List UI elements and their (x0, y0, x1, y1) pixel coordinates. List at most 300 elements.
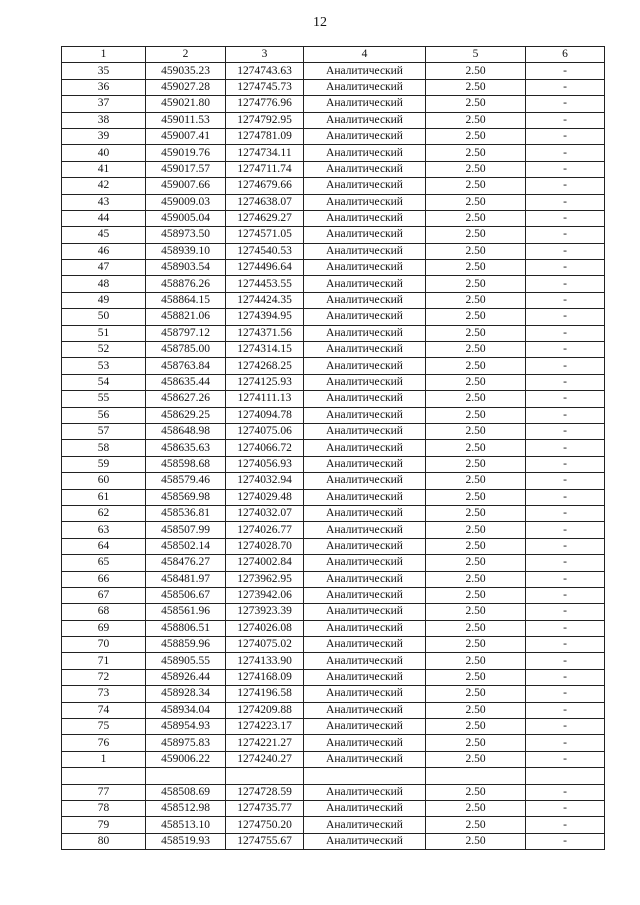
cell-accuracy: 2.50 (426, 571, 526, 587)
cell-y-coordinate: 1274111.13 (226, 391, 304, 407)
cell-y-coordinate: 1274792.95 (226, 112, 304, 128)
cell-notes: - (526, 538, 605, 554)
column-header-y-coordinate: 3 (226, 47, 304, 63)
cell-x-coordinate: 458512.98 (146, 800, 226, 816)
cell-point-number: 66 (62, 571, 146, 587)
cell-method: Аналитический (304, 309, 426, 325)
cell-method: Аналитический (304, 587, 426, 603)
cell-accuracy: 2.50 (426, 161, 526, 177)
cell-x-coordinate: 458928.34 (146, 686, 226, 702)
cell-x-coordinate: 459011.53 (146, 112, 226, 128)
cell-method: Аналитический (304, 505, 426, 521)
cell-method: Аналитический (304, 342, 426, 358)
cell-y-coordinate: 1274750.20 (226, 817, 304, 833)
cell-accuracy: 2.50 (426, 227, 526, 243)
cell-accuracy: 2.50 (426, 112, 526, 128)
table-row (62, 96, 605, 112)
cell-y-coordinate: 1274371.56 (226, 325, 304, 341)
cell-y-coordinate: 1273942.06 (226, 587, 304, 603)
cell-point-number: 78 (62, 800, 146, 816)
table-row (62, 161, 605, 177)
table-row (62, 473, 605, 489)
table-row (62, 309, 605, 325)
cell-accuracy: 2.50 (426, 243, 526, 259)
cell-y-coordinate: 1274745.73 (226, 79, 304, 95)
cell-notes: - (526, 145, 605, 161)
cell-x-coordinate: 458536.81 (146, 505, 226, 521)
cell-notes: - (526, 686, 605, 702)
cell-notes: - (526, 276, 605, 292)
cell-notes: - (526, 128, 605, 144)
cell-point-number: 73 (62, 686, 146, 702)
cell-point-number: 80 (62, 833, 146, 849)
cell-accuracy (426, 768, 526, 784)
cell-x-coordinate: 459007.66 (146, 178, 226, 194)
cell-method: Аналитический (304, 423, 426, 439)
cell-y-coordinate: 1274240.27 (226, 751, 304, 767)
cell-x-coordinate: 459006.22 (146, 751, 226, 767)
table-row (62, 784, 605, 800)
page-number: 12 (313, 15, 327, 30)
cell-point-number: 50 (62, 309, 146, 325)
cell-x-coordinate: 458785.00 (146, 342, 226, 358)
cell-accuracy: 2.50 (426, 325, 526, 341)
cell-x-coordinate: 458859.96 (146, 637, 226, 653)
table-row (62, 128, 605, 144)
cell-notes: - (526, 260, 605, 276)
cell-point-number: 62 (62, 505, 146, 521)
table-row (62, 800, 605, 816)
cell-x-coordinate: 459019.76 (146, 145, 226, 161)
cell-notes: - (526, 342, 605, 358)
cell-x-coordinate: 458939.10 (146, 243, 226, 259)
cell-accuracy: 2.50 (426, 604, 526, 620)
cell-accuracy: 2.50 (426, 800, 526, 816)
table-row (62, 112, 605, 128)
coordinates-table (61, 46, 605, 850)
cell-point-number: 40 (62, 145, 146, 161)
cell-method: Аналитический (304, 817, 426, 833)
table-row (62, 719, 605, 735)
cell-method: Аналитический (304, 637, 426, 653)
table-row (62, 178, 605, 194)
cell-method: Аналитический (304, 440, 426, 456)
cell-notes: - (526, 358, 605, 374)
cell-accuracy: 2.50 (426, 440, 526, 456)
cell-x-coordinate: 458519.93 (146, 833, 226, 849)
cell-x-coordinate: 458926.44 (146, 669, 226, 685)
cell-y-coordinate: 1274075.02 (226, 637, 304, 653)
cell-y-coordinate: 1274026.77 (226, 522, 304, 538)
table-row (62, 79, 605, 95)
cell-method: Аналитический (304, 243, 426, 259)
table-row (62, 555, 605, 571)
cell-accuracy: 2.50 (426, 473, 526, 489)
cell-y-coordinate: 1274776.96 (226, 96, 304, 112)
cell-notes: - (526, 178, 605, 194)
cell-point-number: 65 (62, 555, 146, 571)
cell-accuracy: 2.50 (426, 407, 526, 423)
cell-y-coordinate: 1274735.77 (226, 800, 304, 816)
table-row (62, 489, 605, 505)
cell-accuracy: 2.50 (426, 194, 526, 210)
cell-x-coordinate: 458797.12 (146, 325, 226, 341)
cell-accuracy: 2.50 (426, 292, 526, 308)
table-row (62, 374, 605, 390)
cell-accuracy: 2.50 (426, 96, 526, 112)
cell-y-coordinate (226, 768, 304, 784)
column-header-accuracy: 5 (426, 47, 526, 63)
cell-x-coordinate: 459007.41 (146, 128, 226, 144)
cell-x-coordinate: 458864.15 (146, 292, 226, 308)
header-row (62, 47, 605, 63)
table-row (62, 833, 605, 849)
cell-x-coordinate: 459017.57 (146, 161, 226, 177)
cell-point-number: 79 (62, 817, 146, 833)
cell-accuracy: 2.50 (426, 751, 526, 767)
cell-point-number: 67 (62, 587, 146, 603)
cell-notes: - (526, 751, 605, 767)
cell-y-coordinate: 1274196.58 (226, 686, 304, 702)
cell-x-coordinate: 458905.55 (146, 653, 226, 669)
cell-y-coordinate: 1274028.70 (226, 538, 304, 554)
cell-notes: - (526, 63, 605, 79)
cell-notes: - (526, 800, 605, 816)
cell-notes: - (526, 79, 605, 95)
cell-notes (526, 768, 605, 784)
table-row (62, 768, 605, 784)
cell-point-number: 74 (62, 702, 146, 718)
cell-notes: - (526, 161, 605, 177)
cell-x-coordinate: 458806.51 (146, 620, 226, 636)
cell-x-coordinate: 458481.97 (146, 571, 226, 587)
cell-notes: - (526, 522, 605, 538)
cell-accuracy: 2.50 (426, 784, 526, 800)
cell-point-number: 42 (62, 178, 146, 194)
cell-x-coordinate: 459005.04 (146, 210, 226, 226)
cell-y-coordinate: 1274032.94 (226, 473, 304, 489)
cell-point-number: 37 (62, 96, 146, 112)
cell-point-number: 52 (62, 342, 146, 358)
cell-point-number: 58 (62, 440, 146, 456)
cell-method: Аналитический (304, 620, 426, 636)
cell-notes: - (526, 833, 605, 849)
cell-x-coordinate: 459021.80 (146, 96, 226, 112)
cell-point-number: 76 (62, 735, 146, 751)
column-header-method: 4 (304, 47, 426, 63)
cell-x-coordinate: 459027.28 (146, 79, 226, 95)
cell-x-coordinate: 458973.50 (146, 227, 226, 243)
cell-method: Аналитический (304, 391, 426, 407)
cell-point-number: 38 (62, 112, 146, 128)
cell-point-number: 53 (62, 358, 146, 374)
table-row (62, 243, 605, 259)
cell-notes: - (526, 391, 605, 407)
cell-y-coordinate: 1274755.67 (226, 833, 304, 849)
cell-y-coordinate: 1274679.66 (226, 178, 304, 194)
cell-method: Аналитический (304, 784, 426, 800)
cell-point-number: 47 (62, 260, 146, 276)
cell-y-coordinate: 1274629.27 (226, 210, 304, 226)
cell-notes: - (526, 620, 605, 636)
cell-x-coordinate: 458507.99 (146, 522, 226, 538)
cell-point-number: 70 (62, 637, 146, 653)
cell-method: Аналитический (304, 407, 426, 423)
cell-x-coordinate: 458763.84 (146, 358, 226, 374)
cell-point-number: 60 (62, 473, 146, 489)
cell-method: Аналитический (304, 735, 426, 751)
cell-notes: - (526, 719, 605, 735)
cell-y-coordinate: 1274571.05 (226, 227, 304, 243)
cell-notes: - (526, 423, 605, 439)
table-row (62, 342, 605, 358)
cell-method: Аналитический (304, 112, 426, 128)
cell-accuracy: 2.50 (426, 489, 526, 505)
cell-x-coordinate: 458876.26 (146, 276, 226, 292)
cell-accuracy: 2.50 (426, 522, 526, 538)
cell-accuracy: 2.50 (426, 653, 526, 669)
cell-accuracy: 2.50 (426, 702, 526, 718)
cell-method (304, 768, 426, 784)
cell-y-coordinate: 1274002.84 (226, 555, 304, 571)
cell-y-coordinate: 1274781.09 (226, 128, 304, 144)
cell-accuracy: 2.50 (426, 391, 526, 407)
cell-x-coordinate: 458975.83 (146, 735, 226, 751)
cell-method: Аналитический (304, 292, 426, 308)
cell-x-coordinate: 459009.03 (146, 194, 226, 210)
cell-y-coordinate: 1274032.07 (226, 505, 304, 521)
cell-notes: - (526, 587, 605, 603)
cell-method: Аналитический (304, 751, 426, 767)
cell-method: Аналитический (304, 63, 426, 79)
cell-point-number: 57 (62, 423, 146, 439)
cell-notes: - (526, 489, 605, 505)
table-row (62, 276, 605, 292)
cell-point-number: 72 (62, 669, 146, 685)
cell-notes: - (526, 407, 605, 423)
cell-x-coordinate: 458903.54 (146, 260, 226, 276)
cell-y-coordinate: 1274638.07 (226, 194, 304, 210)
cell-method: Аналитический (304, 128, 426, 144)
cell-method: Аналитический (304, 194, 426, 210)
cell-point-number: 43 (62, 194, 146, 210)
cell-method: Аналитический (304, 833, 426, 849)
column-header-notes: 6 (526, 47, 605, 63)
cell-y-coordinate: 1274496.64 (226, 260, 304, 276)
cell-point-number: 68 (62, 604, 146, 620)
cell-notes: - (526, 374, 605, 390)
cell-accuracy: 2.50 (426, 817, 526, 833)
cell-accuracy: 2.50 (426, 128, 526, 144)
cell-y-coordinate: 1274094.78 (226, 407, 304, 423)
cell-notes: - (526, 817, 605, 833)
cell-y-coordinate: 1274221.27 (226, 735, 304, 751)
cell-point-number (62, 768, 146, 784)
cell-x-coordinate: 458821.06 (146, 309, 226, 325)
cell-method: Аналитический (304, 210, 426, 226)
cell-method: Аналитический (304, 522, 426, 538)
cell-accuracy: 2.50 (426, 423, 526, 439)
cell-accuracy: 2.50 (426, 260, 526, 276)
cell-y-coordinate: 1274133.90 (226, 653, 304, 669)
cell-point-number: 69 (62, 620, 146, 636)
table-row (62, 538, 605, 554)
cell-y-coordinate: 1274453.55 (226, 276, 304, 292)
cell-y-coordinate: 1274125.93 (226, 374, 304, 390)
cell-method: Аналитический (304, 161, 426, 177)
cell-notes: - (526, 456, 605, 472)
cell-y-coordinate: 1274209.88 (226, 702, 304, 718)
cell-point-number: 59 (62, 456, 146, 472)
cell-y-coordinate: 1273962.95 (226, 571, 304, 587)
cell-point-number: 51 (62, 325, 146, 341)
cell-notes: - (526, 735, 605, 751)
cell-point-number: 46 (62, 243, 146, 259)
table-row (62, 423, 605, 439)
table-row (62, 260, 605, 276)
cell-point-number: 48 (62, 276, 146, 292)
cell-accuracy: 2.50 (426, 79, 526, 95)
cell-y-coordinate: 1274056.93 (226, 456, 304, 472)
column-header-x-coordinate: 2 (146, 47, 226, 63)
cell-accuracy: 2.50 (426, 833, 526, 849)
cell-accuracy: 2.50 (426, 538, 526, 554)
cell-x-coordinate (146, 768, 226, 784)
cell-method: Аналитический (304, 473, 426, 489)
cell-point-number: 36 (62, 79, 146, 95)
table-row (62, 440, 605, 456)
cell-accuracy: 2.50 (426, 309, 526, 325)
cell-accuracy: 2.50 (426, 669, 526, 685)
table-row (62, 358, 605, 374)
cell-accuracy: 2.50 (426, 210, 526, 226)
cell-point-number: 1 (62, 751, 146, 767)
table-row (62, 587, 605, 603)
cell-accuracy: 2.50 (426, 637, 526, 653)
cell-accuracy: 2.50 (426, 358, 526, 374)
cell-notes: - (526, 243, 605, 259)
table-row (62, 505, 605, 521)
cell-point-number: 56 (62, 407, 146, 423)
cell-y-coordinate: 1274424.35 (226, 292, 304, 308)
cell-notes: - (526, 227, 605, 243)
cell-notes: - (526, 309, 605, 325)
cell-point-number: 35 (62, 63, 146, 79)
cell-y-coordinate: 1274075.06 (226, 423, 304, 439)
cell-x-coordinate: 458648.98 (146, 423, 226, 439)
cell-notes: - (526, 604, 605, 620)
cell-x-coordinate: 458629.25 (146, 407, 226, 423)
cell-x-coordinate: 458506.67 (146, 587, 226, 603)
cell-notes: - (526, 292, 605, 308)
cell-method: Аналитический (304, 800, 426, 816)
cell-y-coordinate: 1274711.74 (226, 161, 304, 177)
cell-method: Аналитический (304, 489, 426, 505)
table-row (62, 145, 605, 161)
cell-method: Аналитический (304, 276, 426, 292)
cell-point-number: 71 (62, 653, 146, 669)
table-row (62, 686, 605, 702)
table-row (62, 407, 605, 423)
cell-notes: - (526, 194, 605, 210)
cell-point-number: 75 (62, 719, 146, 735)
cell-x-coordinate: 458502.14 (146, 538, 226, 554)
cell-y-coordinate: 1274066.72 (226, 440, 304, 456)
cell-notes: - (526, 784, 605, 800)
cell-accuracy: 2.50 (426, 63, 526, 79)
cell-accuracy: 2.50 (426, 719, 526, 735)
cell-accuracy: 2.50 (426, 735, 526, 751)
table-row (62, 522, 605, 538)
table-body (62, 63, 605, 850)
cell-x-coordinate: 458635.63 (146, 440, 226, 456)
cell-point-number: 54 (62, 374, 146, 390)
cell-accuracy: 2.50 (426, 620, 526, 636)
cell-y-coordinate: 1274026.08 (226, 620, 304, 636)
table-row (62, 210, 605, 226)
table-row (62, 571, 605, 587)
cell-x-coordinate: 459035.23 (146, 63, 226, 79)
cell-accuracy: 2.50 (426, 505, 526, 521)
cell-method: Аналитический (304, 538, 426, 554)
cell-point-number: 49 (62, 292, 146, 308)
table-row (62, 604, 605, 620)
table-row (62, 456, 605, 472)
cell-method: Аналитический (304, 653, 426, 669)
cell-notes: - (526, 210, 605, 226)
table-row (62, 227, 605, 243)
cell-point-number: 45 (62, 227, 146, 243)
cell-y-coordinate: 1274394.95 (226, 309, 304, 325)
cell-accuracy: 2.50 (426, 686, 526, 702)
column-header-point-number: 1 (62, 47, 146, 63)
cell-point-number: 55 (62, 391, 146, 407)
cell-method: Аналитический (304, 374, 426, 390)
cell-point-number: 61 (62, 489, 146, 505)
cell-accuracy: 2.50 (426, 456, 526, 472)
cell-accuracy: 2.50 (426, 342, 526, 358)
cell-method: Аналитический (304, 571, 426, 587)
cell-method: Аналитический (304, 96, 426, 112)
cell-y-coordinate: 1274168.09 (226, 669, 304, 685)
cell-accuracy: 2.50 (426, 555, 526, 571)
cell-point-number: 64 (62, 538, 146, 554)
cell-point-number: 44 (62, 210, 146, 226)
table-row (62, 194, 605, 210)
cell-accuracy: 2.50 (426, 374, 526, 390)
cell-accuracy: 2.50 (426, 587, 526, 603)
table-row (62, 63, 605, 79)
table-row (62, 292, 605, 308)
cell-y-coordinate: 1274743.63 (226, 63, 304, 79)
cell-x-coordinate: 458561.96 (146, 604, 226, 620)
cell-accuracy: 2.50 (426, 178, 526, 194)
cell-y-coordinate: 1274540.53 (226, 243, 304, 259)
cell-notes: - (526, 473, 605, 489)
table-row (62, 637, 605, 653)
cell-method: Аналитический (304, 719, 426, 735)
cell-notes: - (526, 653, 605, 669)
table-row (62, 391, 605, 407)
cell-y-coordinate: 1274728.59 (226, 784, 304, 800)
cell-x-coordinate: 458579.46 (146, 473, 226, 489)
cell-method: Аналитический (304, 178, 426, 194)
cell-x-coordinate: 458508.69 (146, 784, 226, 800)
cell-notes: - (526, 555, 605, 571)
cell-method: Аналитический (304, 79, 426, 95)
cell-notes: - (526, 505, 605, 521)
cell-point-number: 77 (62, 784, 146, 800)
